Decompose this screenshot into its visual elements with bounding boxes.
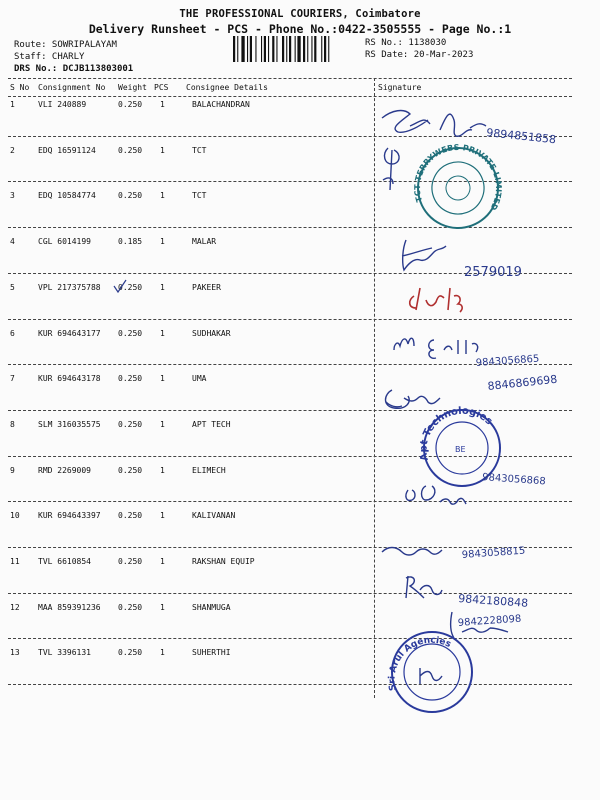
tct-stamp-text: TCT TERRYWEBS PRIVATE LIMITED xyxy=(412,142,504,212)
row-consignment-no: MAA 859391236 xyxy=(38,602,101,612)
col-header-weight: Weight xyxy=(118,83,147,92)
row-consignee: PAKEER xyxy=(192,282,221,292)
row-consignee: APT TECH xyxy=(192,419,231,429)
apt-technologies-stamp xyxy=(418,406,500,486)
row-divider xyxy=(8,364,572,365)
row-consignment-no: SLM 316035575 xyxy=(38,419,101,429)
row-weight: 0.250 xyxy=(118,419,143,429)
col-header-sno: S No xyxy=(10,83,30,92)
col-header-pcs: PCS xyxy=(154,83,169,92)
row-weight: 0.250 xyxy=(118,648,143,658)
row-pcs: 1 xyxy=(160,557,165,566)
row-divider xyxy=(8,181,572,182)
row-sno: 10 xyxy=(10,511,20,521)
signature-row12 xyxy=(451,612,508,638)
handwritten-text-row10: 9843058815 xyxy=(461,545,526,561)
signature-row4 xyxy=(402,240,446,270)
handwritten-phone-row6: 9843056865 xyxy=(475,353,540,369)
row-pcs: 1 xyxy=(160,282,165,292)
row-consignee: BALACHANDRAN xyxy=(192,100,250,109)
handwritten-phone-row12: 9842228098 xyxy=(457,613,522,629)
row-divider xyxy=(8,684,572,685)
row-weight: 0.185 xyxy=(118,237,143,247)
handwritten-number-row4: 2579019 xyxy=(464,265,522,280)
header-bottom-rule xyxy=(8,96,572,97)
drs-number: DRS No.: DCJB113803001 xyxy=(14,64,134,74)
row-divider xyxy=(8,136,572,137)
row-sno: 11 xyxy=(10,557,20,566)
row-consignee: MALAR xyxy=(192,237,217,247)
row-consignee: SUHERTHI xyxy=(192,648,231,658)
runsheet-title: Delivery Runsheet - PCS - Phone No.:0422-3505555 - Page No.:1 xyxy=(88,22,512,36)
row-divider xyxy=(8,501,572,502)
signature-row10 xyxy=(382,548,442,556)
row-consignment-no: VPL 217375788 xyxy=(38,282,101,292)
svg-text:BE: BE xyxy=(455,445,466,454)
row-sno: 4 xyxy=(10,237,15,247)
row-sno: 3 xyxy=(10,191,15,201)
row-sno: 8 xyxy=(10,419,15,429)
row-sno: 2 xyxy=(10,145,15,155)
row-pcs: 1 xyxy=(160,465,165,475)
handwritten-phone-row7: 8846869698 xyxy=(486,372,558,393)
row-pcs: 1 xyxy=(160,419,165,429)
row-weight: 0.250 xyxy=(118,557,143,566)
row-divider xyxy=(8,638,572,639)
header-top-rule xyxy=(8,78,572,79)
svg-text:Apt Technologies xyxy=(418,406,494,462)
company-title: THE PROFESSIONAL COURIERS, Coimbatore xyxy=(179,8,421,20)
row-pcs: 1 xyxy=(160,328,165,338)
signature-row1 xyxy=(382,111,486,137)
col-header-consignment: Consignment No xyxy=(38,83,106,92)
row-divider xyxy=(8,547,572,548)
svg-text:Sri Arul Agencies xyxy=(387,636,452,692)
signature-column-divider xyxy=(374,78,375,698)
row-divider xyxy=(8,319,572,320)
row-weight: 0.250 xyxy=(118,191,143,201)
row-sno: 1 xyxy=(10,100,15,109)
row-sno: 13 xyxy=(10,648,20,658)
barcode xyxy=(233,36,358,62)
row-consignee: SUDHAKAR xyxy=(192,328,231,338)
row-sno: 9 xyxy=(10,465,15,475)
row-consignment-no: EDQ 10584774 xyxy=(38,191,96,201)
col-header-consignee: Consignee Details xyxy=(186,83,268,92)
staff-label: Staff: CHARLY xyxy=(14,52,85,62)
row-consignment-no: RMD 2269009 xyxy=(38,465,91,475)
route-label: Route: SOWRIPALAYAM xyxy=(14,40,117,50)
rs-date: RS Date: 20-Mar-2023 xyxy=(365,50,474,60)
svg-text:TCT TERRYWEBS PRIVATE LIMITED xyxy=(400,130,512,237)
row-weight: 0.250 xyxy=(118,465,143,475)
handwritten-phone-row11: 9842180848 xyxy=(457,592,529,610)
row-consignee: RAKSHAN EQUIP xyxy=(192,557,255,566)
row-pcs: 1 xyxy=(160,191,165,201)
row-divider xyxy=(8,593,572,594)
row-weight: 0.250 xyxy=(118,145,143,155)
signature-row6 xyxy=(394,338,478,358)
row-divider xyxy=(8,456,572,457)
row-weight: 0.250 xyxy=(118,511,143,521)
row-pcs: 1 xyxy=(160,374,165,384)
row-sno: 6 xyxy=(10,328,15,338)
row-divider xyxy=(8,410,572,411)
row-weight: 0.250 xyxy=(118,100,143,109)
row-pcs: 1 xyxy=(160,511,165,521)
signature-row11 xyxy=(406,576,442,598)
row-weight: 0.250 xyxy=(118,602,143,612)
row-consignment-no: KUR 694643178 xyxy=(38,374,101,384)
tct-stamp xyxy=(400,130,514,241)
row-consignment-no: TVL 3396131 xyxy=(38,648,91,658)
row-weight: 0.250 xyxy=(118,282,143,292)
signature-row2 xyxy=(383,148,399,190)
row-pcs: 1 xyxy=(160,602,165,612)
rs-number: RS No.: 1138030 xyxy=(365,38,447,48)
row-consignment-no: EDQ 16591124 xyxy=(38,145,96,155)
handwritten-phone-row1: 9894851858 xyxy=(485,126,557,147)
signature-row7 xyxy=(386,390,441,408)
row-weight: 0.250 xyxy=(118,374,143,384)
row-consignee: SHANMUGA xyxy=(192,602,231,612)
sri-agencies-stamp xyxy=(387,632,472,712)
sri-stamp-text: Sri Arul Agencies xyxy=(387,635,453,692)
row-pcs: 1 xyxy=(160,145,165,155)
row-consignee: TCT xyxy=(192,191,207,201)
row-sno: 5 xyxy=(10,282,15,292)
row-consignment-no: VLI 240889 xyxy=(38,100,87,109)
row-divider xyxy=(8,273,572,274)
apt-stamp-text: Apt Technologies xyxy=(418,405,495,462)
row-consignment-no: CGL 6014199 xyxy=(38,237,91,247)
row-weight: 0.250 xyxy=(118,328,143,338)
col-header-signature: Signature xyxy=(378,83,422,92)
row-pcs: 1 xyxy=(160,648,165,658)
row-consignee: KALIVANAN xyxy=(192,511,236,521)
row-consignment-no: TVL 6610854 xyxy=(38,557,91,566)
row-sno: 12 xyxy=(10,602,20,612)
row-divider xyxy=(8,227,572,228)
row-pcs: 1 xyxy=(160,237,165,247)
row-consignee: UMA xyxy=(192,374,207,384)
row-pcs: 1 xyxy=(160,100,165,109)
row-consignment-no: KUR 694643177 xyxy=(38,328,101,338)
row-consignee: ELIMECH xyxy=(192,465,226,475)
row-consignee: TCT xyxy=(192,145,207,155)
signature-row5 xyxy=(410,288,462,312)
handwritten-phone-row9: 9843056868 xyxy=(481,472,547,488)
row-sno: 7 xyxy=(10,374,15,384)
row-consignment-no: KUR 694643397 xyxy=(38,511,101,521)
